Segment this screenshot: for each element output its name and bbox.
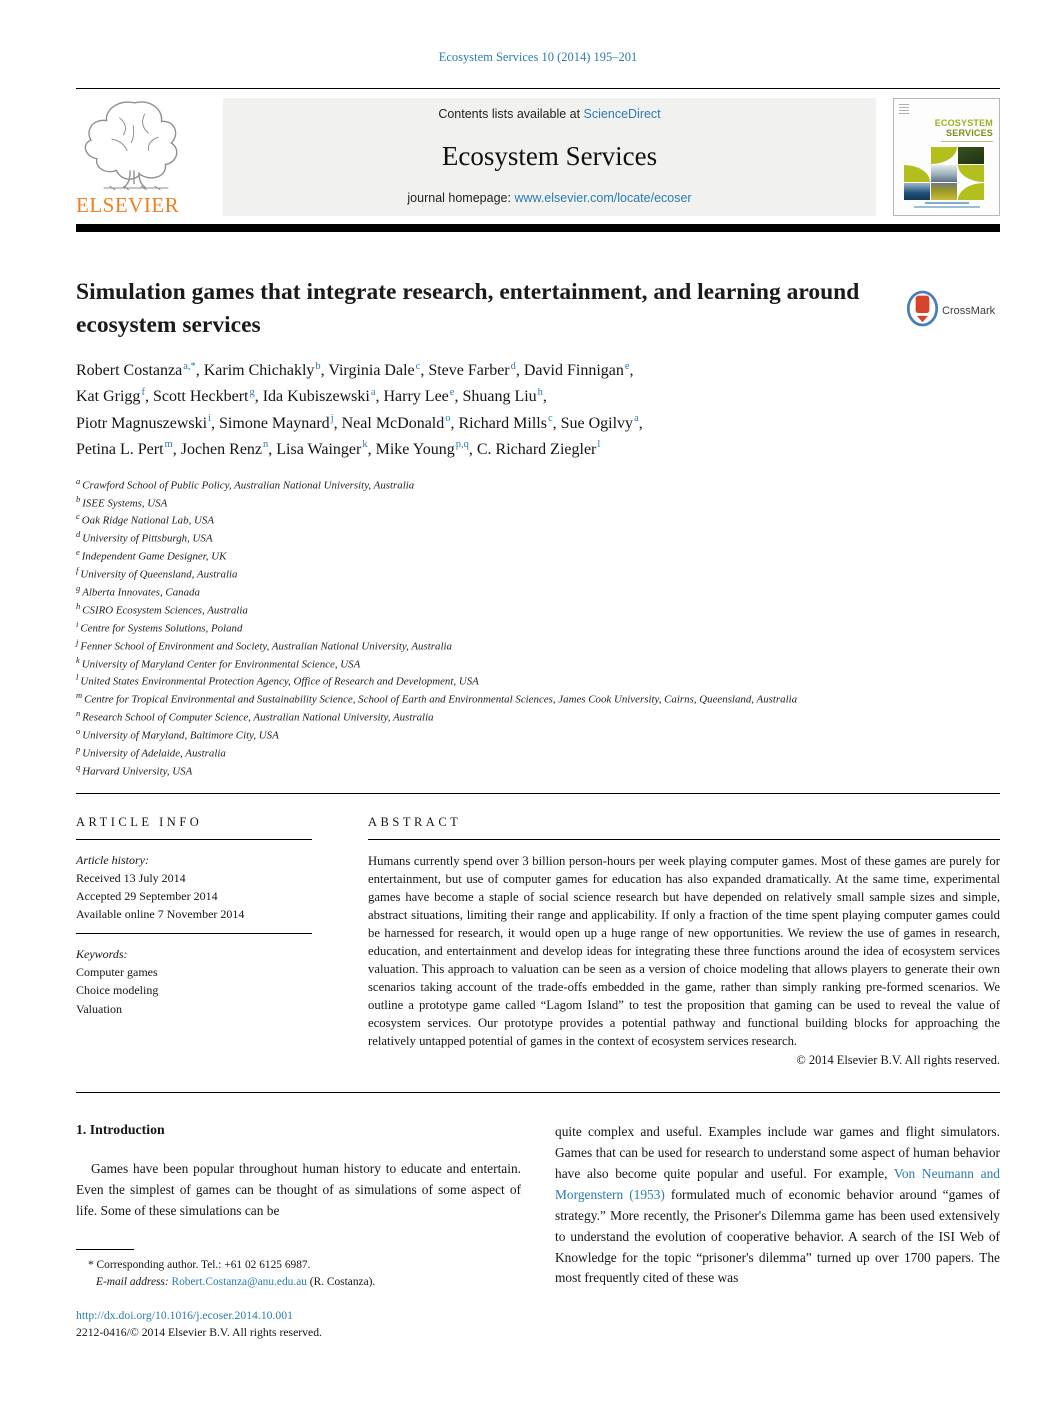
affiliation [76,672,1000,690]
author-line [76,436,1000,462]
affiliation [76,565,1000,583]
abstract-column [368,794,1000,1068]
affil-text: ISEE Systems, USA [82,497,168,510]
keyword: Choice modeling [76,983,159,998]
history-item: Available online 7 November 2014 [76,906,245,921]
author-name: Ida Kubiszewski [262,388,370,406]
doi-link[interactable]: http://dx.doi.org/10.1016/j.ecoser.2014.10.001 [76,1308,293,1322]
cover-cell-blank [904,147,930,164]
author-name: David Finnigan [523,362,624,380]
author-name: Robert Costanza [76,362,183,380]
author-affil-sup: l [597,439,601,451]
author [204,362,329,379]
body-columns [76,1122,1000,1341]
affiliation [76,476,1000,494]
history-item: Received 13 July 2014 [76,870,186,885]
affiliation-list [76,476,1000,780]
author-affil-sup: i [208,413,212,425]
corresponding-author-footnote [76,1249,521,1292]
author-affil-sup: c [415,360,421,372]
affil-sup: b [76,493,81,504]
affil-text: Alberta Innovates, Canada [82,586,200,599]
author [76,388,153,405]
author-line [76,410,1000,436]
contents-prefix: Contents lists available at [438,107,584,121]
homepage-line [223,191,876,205]
affil-sup: g [76,583,81,593]
masthead-black-bar [76,224,1000,232]
affil-text: University of Maryland, Baltimore City, USA [82,729,279,742]
journal-citation: Ecosystem Services 10 (2014) 195–201 [438,50,638,64]
affil-text: University of Pittsburgh, USA [82,532,213,545]
paragraph-text: formulated much of economic behavior around “games of strategy.” More recently, the Prisoner's Dilemma game has been used extensively to understand the evolution of cooperative behavior. A search of the ISI Web of Knowledge for the topic “prisoner's dilemma” turned up over 1700 papers. The most frequently cited of these was [555,1186,1000,1286]
keywords [76,934,312,1018]
affiliation [76,494,1000,512]
cover-cell-green [958,183,984,200]
author-name: Mike Young [375,440,455,458]
author-name: Steve Farber [428,362,510,380]
citation-link-von-neumann[interactable]: Von Neumann and Morgenstern (1953) [555,1165,1001,1202]
affiliation [76,744,1000,762]
author [263,388,384,405]
affiliation [76,762,1000,780]
author-affil-sup: j [330,413,334,425]
history-label: Article history: [76,852,149,867]
crossmark-badge[interactable] [906,280,1000,343]
crossmark-label: CrossMark [942,305,996,318]
author-line [76,384,1000,410]
author [462,388,546,405]
affil-sup: c [76,511,80,522]
article-history [76,840,312,934]
affil-text: Fenner School of Environment and Society, Australian National University, Australia [80,640,452,653]
cover-title-line1: ECOSYSTEM [934,118,993,128]
author [459,415,561,432]
abstract-copyright: © 2014 Elsevier B.V. All rights reserved. [796,1053,1000,1068]
section-heading: 1. Introduction [76,1122,165,1138]
author-name: Lisa Wainger [276,440,362,458]
masthead [76,98,1000,216]
author-name: Sue Ogilvy [560,414,634,432]
author-name: Karim Chichakly [203,362,315,380]
author-name: Scott Heckbert [152,388,249,406]
author [383,388,462,405]
journal-homepage-link[interactable]: www.elsevier.com/locate/ecoser [514,191,692,205]
affiliation [76,583,1000,601]
affil-text: Harvard University, USA [82,765,193,778]
intro-paragraph-left: Games have been popular throughout human history to educate and entertain. Even the simplest of games can be thought of as simulations of some aspect of life. Some of these simulations can be [76,1161,521,1218]
email-suffix: (R. Costanza). [306,1276,376,1289]
affiliation [76,511,1000,529]
author-list [76,358,1000,463]
affiliation [76,690,1000,708]
email-line [76,1274,521,1291]
affil-sup: a [76,475,81,486]
author-affil-sup: b [315,360,321,372]
cover-cell-green [904,165,930,182]
cover-art-grid [904,147,984,200]
left-column [76,1122,521,1341]
author-affil-sup: e [449,386,455,398]
affil-sup: k [76,654,80,665]
divider [76,1092,1000,1093]
email-label: E-mail address: [96,1276,172,1289]
divider [76,88,1000,89]
cover-journal-title [935,119,993,139]
cover-fineprint [894,202,999,208]
author-affil-sup: a [370,386,376,398]
affil-sup: j [76,636,79,647]
homepage-prefix: journal homepage: [407,191,515,205]
affil-sup: f [76,565,79,576]
affil-sup: n [76,708,81,719]
affiliation [76,708,1000,726]
cover-cell-crops-photo [931,183,957,200]
author-affil-sup: a [634,413,639,425]
author [428,362,524,379]
article-title: Simulation games that integrate research, entertainment, and learning around ecosystem services [76,279,860,339]
affiliation [76,637,1000,655]
info-abstract-section [76,794,1000,1068]
author-name: Shuang Liu [462,388,537,406]
keywords-label: Keywords: [76,946,128,961]
journal-title: Ecosystem Services [441,140,658,171]
author-affil-sup: o [445,413,451,425]
affiliation [76,547,1000,565]
author-affil-sup: h [537,386,543,398]
keyword: Valuation [76,1001,122,1016]
elsevier-logo[interactable] [76,98,206,216]
author-affil-sup: d [510,360,516,372]
author-name: Richard Mills [458,414,547,432]
affil-sup: m [76,690,83,701]
affil-sup: l [76,672,79,683]
author [561,415,643,432]
history-item: Accepted 29 September 2014 [76,888,218,903]
author-name: Harry Lee [383,388,449,406]
author-name: Piotr Magnuszewski [76,414,208,432]
cover-divider [941,141,993,142]
affil-text: Research School of Computer Science, Australian National University, Australia [82,711,434,724]
author [76,415,219,432]
author-name: Simone Maynard [219,414,330,432]
affiliation [76,619,1000,637]
author-affil-sup: g [249,386,255,398]
author [477,441,600,458]
cover-cell-green [931,147,957,164]
title-row [76,276,1000,343]
contents-line [223,107,876,121]
affil-sup: i [76,618,79,629]
affil-text: Crawford School of Public Policy, Australian National University, Australia [82,479,415,492]
author-affil-sup: m [164,439,173,451]
email-link[interactable]: Robert.Costanza@anu.edu.au [171,1276,307,1289]
author [328,362,428,379]
author-name: Virginia Dale [328,362,415,380]
article-identifiers [76,1307,521,1342]
cover-publisher-mark [899,104,909,115]
keyword: Computer games [76,965,158,980]
affil-sup: d [76,529,81,540]
affiliation [76,726,1000,744]
affil-text: CSIRO Ecosystem Sciences, Australia [82,604,248,617]
footnote-divider [76,1249,134,1250]
right-column [555,1122,1000,1341]
author-name: Jochen Renz [180,440,263,458]
author-line [76,358,1000,384]
author-name: Kat Grigg [76,388,141,406]
affil-sup: h [76,600,81,611]
abstract-text: Humans currently spend over 3 billion person-hours per week playing computer games. Most of these games are purely for entertainment, but use of computer games for education has also expanded dramatically. At the same time, experimental games have become a staple of social science research but have depended on relatively small sample sizes and simple, abstract situations, limiting their range and applicability. If only a fraction of the time spent playing computer games could be harnessed for research, it would open up a huge range of new opportunities. We review the use of games in research, education, and entertainment and develop ideas for integrating these three functions around the idea of ecosystem services valuation. This approach to valuation can be seen as a version of choice modeling that allows players to generate their own scenarios taking account of the trade-offs embedded in the game, rather than simply ranking pre-formed scenarios. We outline a prototype game called “Lagom Island” to test the proposition that gaming can be used to reveal the value of ecosystem services. Our prototype provides a potential pathway and functional building blocks for approaching the relatively untapped potential of games in the context of ecosystem services research. [368,853,1000,1049]
journal-cover-thumbnail[interactable] [893,98,1000,216]
affiliation [76,655,1000,673]
author-name: Neal McDonald [341,414,445,432]
author-affil-sup: a,* [183,360,196,372]
affiliation [76,601,1000,619]
elsevier-tree-icon [76,177,194,194]
cover-cell-water-photo [904,183,930,200]
article-info-column [76,794,312,1068]
author [276,441,375,458]
affil-text: University of Queensland, Australia [80,568,238,581]
journal-header-box [223,98,876,216]
cover-cell-green [958,165,984,182]
author [219,415,342,432]
author [342,415,459,432]
affil-sup: q [76,761,81,772]
article-info-header: ARTICLE INFO [76,794,312,840]
affil-sup: o [76,726,81,737]
crossmark-icon [906,290,939,332]
author-affil-sup: f [141,386,145,398]
corresponding-author-line: * Corresponding author. Tel.: +61 02 6125 6987. [88,1258,311,1271]
affiliation [76,529,1000,547]
sciencedirect-link[interactable]: ScienceDirect [583,107,661,121]
author-affil-sup: c [547,413,553,425]
intro-paragraph-right [555,1122,1000,1289]
paragraph-text: quite complex and useful. Examples include war games and flight simulators. Games that can be used for research to understand some aspect of human behavior have also become quite popular and useful. For example, [555,1124,1000,1181]
author [153,388,263,405]
affil-text: Independent Game Designer, UK [81,550,227,563]
author [181,441,277,458]
author [76,362,204,379]
affil-text: University of Maryland Center for Environmental Science, USA [81,658,361,671]
cover-cell-industry-photo [931,165,957,182]
issn-copyright-line: 2212-0416/© 2014 Elsevier B.V. All rights reserved. [76,1326,322,1340]
affil-text: Centre for Systems Solutions, Poland [80,622,243,635]
author-affil-sup: e [624,360,630,372]
affil-text: Centre for Tropical Environmental and Sustainability Science, School of Earth and Environmental Sciences, James Cook University, Cairns, Queensland, Australia [84,693,798,706]
author [524,362,634,379]
affil-text: University of Adelaide, Australia [82,747,226,760]
author-name: C. Richard Ziegler [476,440,597,458]
author-affil-sup: n [263,439,269,451]
cover-title-line2: SERVICES [946,127,993,138]
author [376,441,477,458]
author-name: Petina L. Pert [76,440,164,458]
author [76,441,181,458]
elsevier-wordmark: ELSEVIER [76,193,180,217]
abstract-header: ABSTRACT [368,794,1000,840]
affil-text: Oak Ridge National Lab, USA [81,515,214,528]
affil-sup: e [76,547,80,558]
affil-sup: p [76,744,81,755]
author-affil-sup: p,q [455,439,469,451]
affil-text: United States Environmental Protection Agency, Office of Research and Development, USA [80,676,479,689]
cover-cell-trees-photo [958,147,984,164]
author-affil-sup: k [362,439,368,451]
